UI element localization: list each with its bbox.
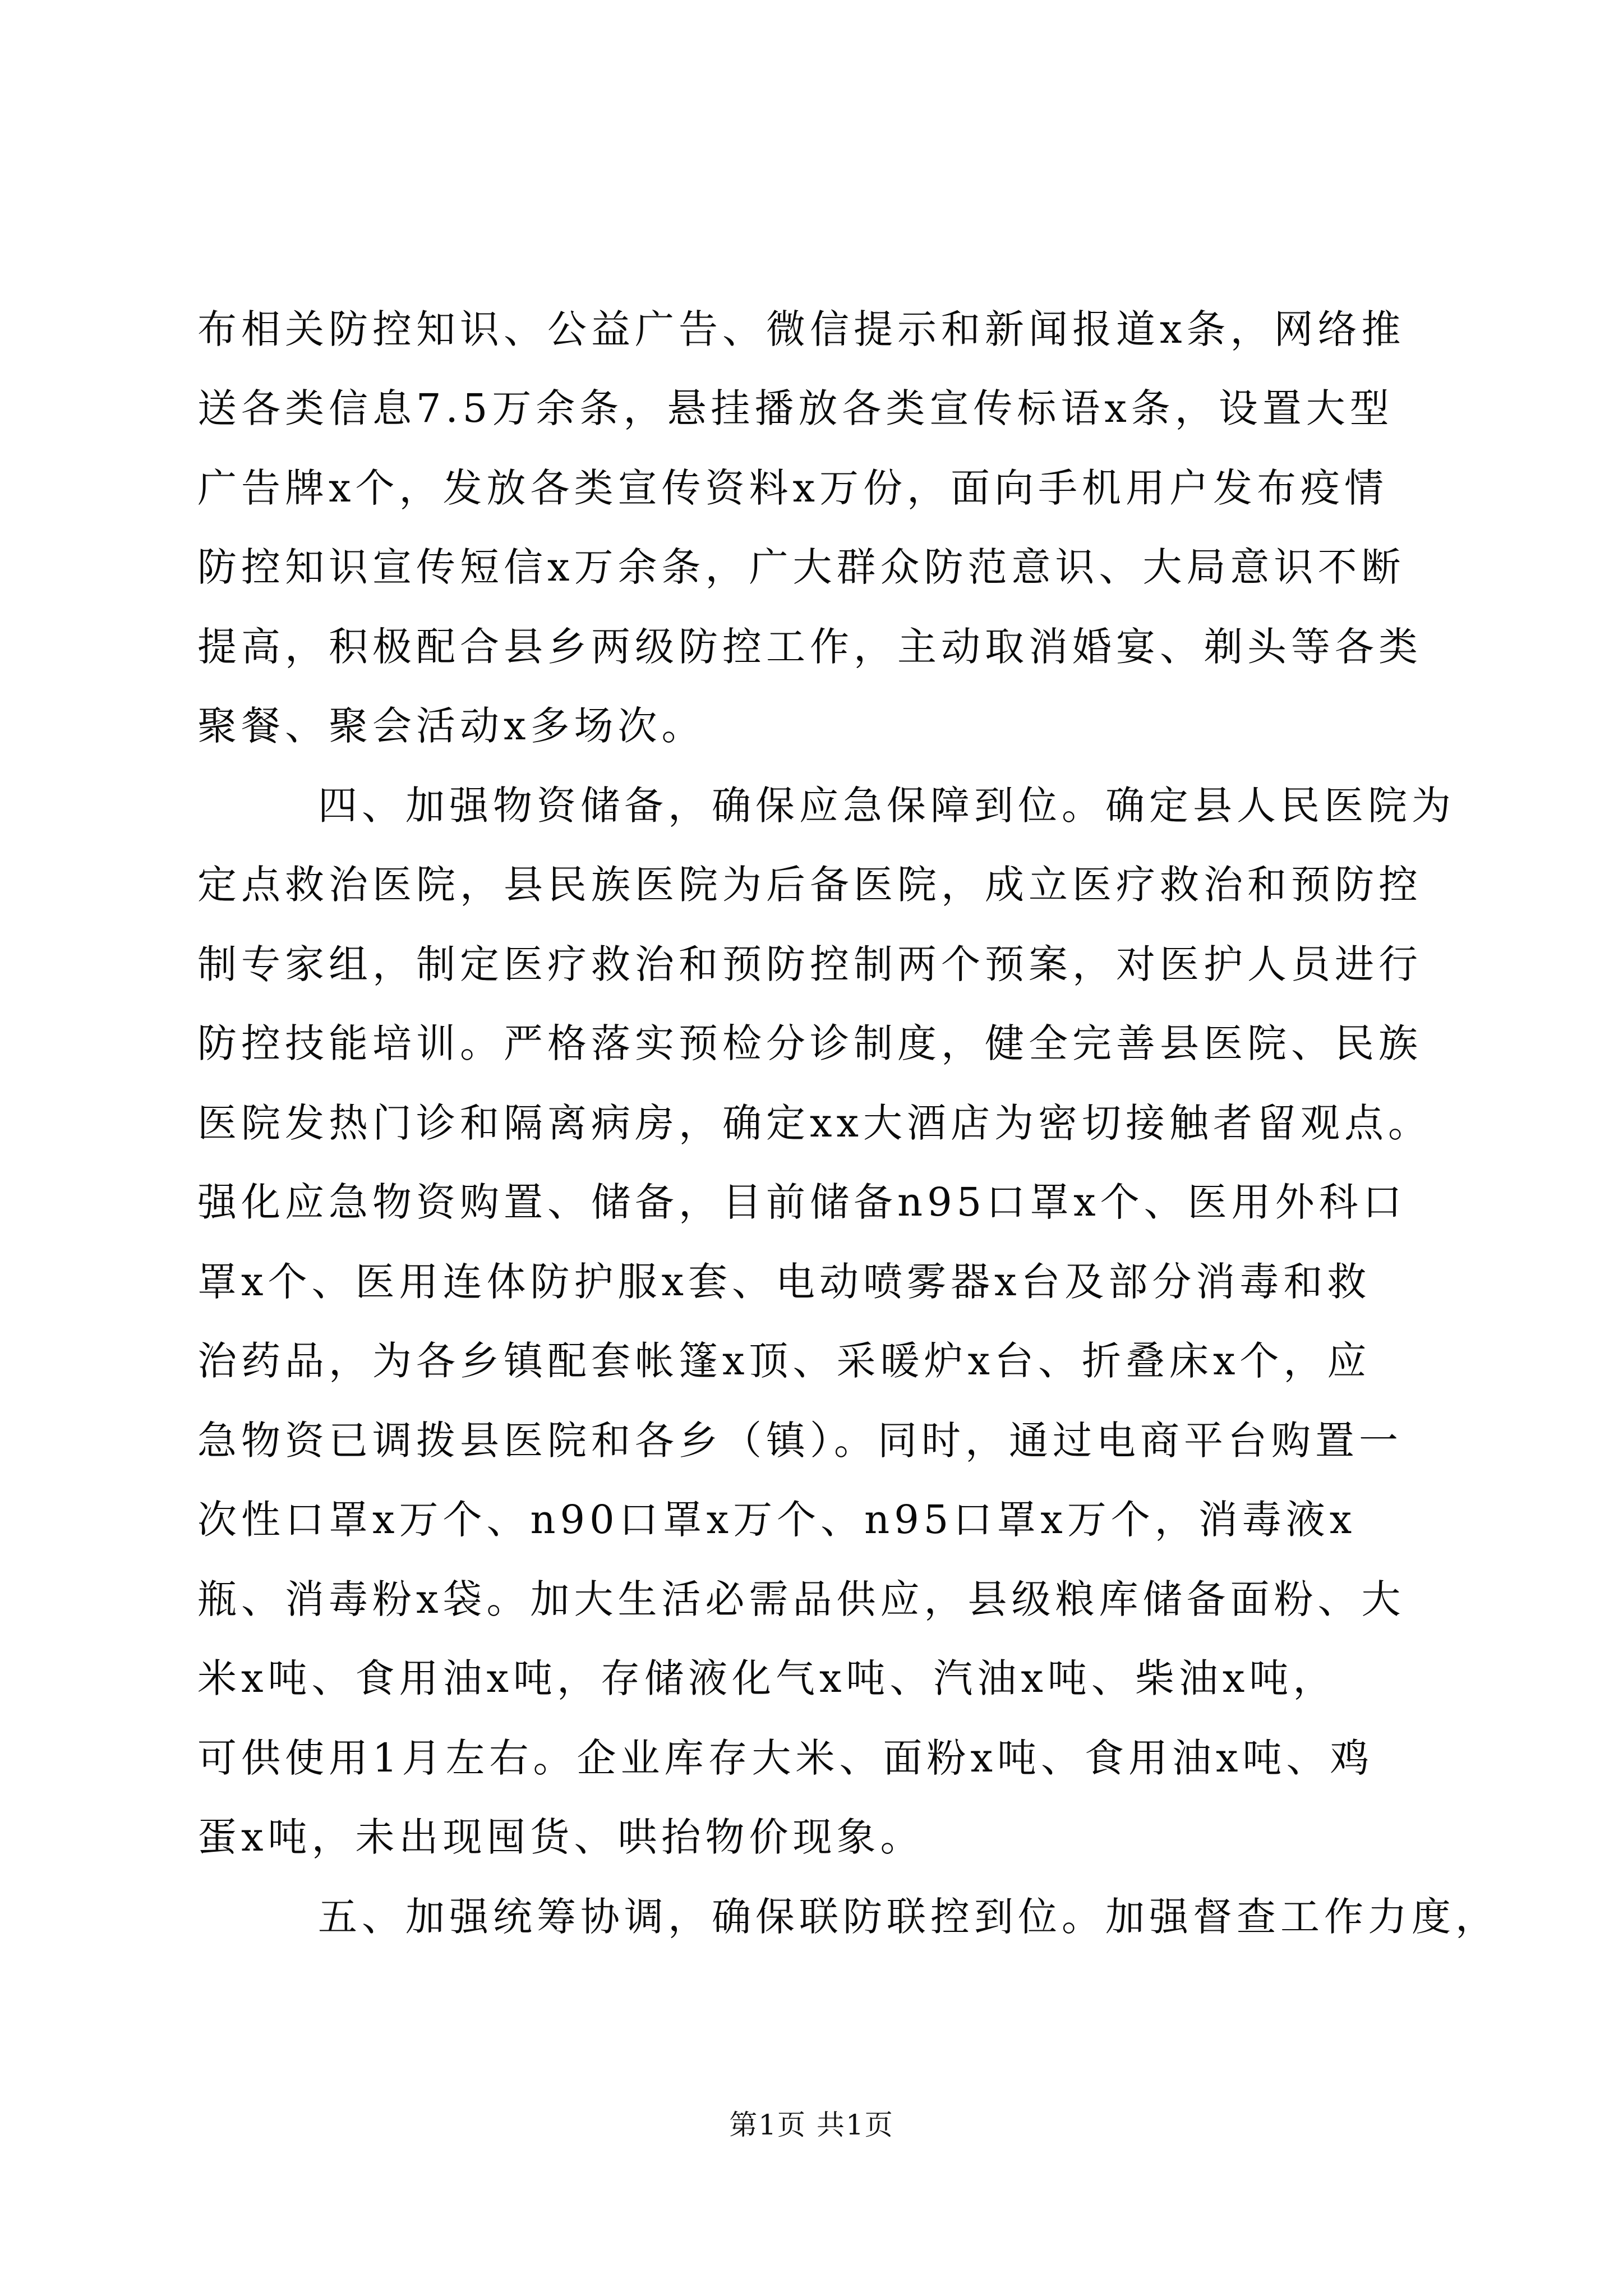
text-line-9: 制专家组，制定医疗救治和预防控制两个预案，对医护人员进行 bbox=[197, 941, 1422, 987]
section-four-heading-line: 四、加强物资储备，确保应急保障到位。确定县人民医院为 bbox=[318, 783, 1455, 829]
text-line-15: 急物资已调拨县医院和各乡（镇）。同时，通过电商平台购置一 bbox=[197, 1418, 1403, 1464]
text-line-8: 定点救治医院，县民族医院为后备医院，成立医疗救治和预防控 bbox=[197, 862, 1422, 908]
page-number-footer: 第1页 共1页 bbox=[729, 2109, 894, 2141]
text-line-3: 广告牌x个，发放各类宣传资料x万份，面向手机用户发布疫情 bbox=[197, 465, 1388, 511]
text-line-16: 次性口罩x万个、n90口罩x万个、n95口罩x万个，消毒液x bbox=[197, 1497, 1357, 1543]
text-line-13: 罩x个、医用连体防护服x套、电动喷雾器x台及部分消毒和救 bbox=[197, 1259, 1371, 1305]
text-line-17: 瓶、消毒粉x袋。加大生活必需品供应，县级粮库储备面粉、大 bbox=[197, 1576, 1405, 1622]
text-line-19: 可供使用1月左右。企业库存大米、面粉x吨、食用油x吨、鸡 bbox=[197, 1735, 1374, 1781]
text-line-4: 防控知识宣传短信x万余条，广大群众防范意识、大局意识不断 bbox=[197, 544, 1405, 590]
text-line-12: 强化应急物资购置、储备，目前储备n95口罩x个、医用外科口 bbox=[197, 1179, 1407, 1225]
text-line-20: 蛋x吨，未出现囤货、哄抬物价现象。 bbox=[197, 1814, 924, 1860]
text-line-6: 聚餐、聚会活动x多场次。 bbox=[197, 703, 706, 749]
text-line-5: 提高，积极配合县乡两级防控工作，主动取消婚宴、剃头等各类 bbox=[197, 624, 1422, 670]
text-line-10: 防控技能培训。严格落实预检分诊制度，健全完善县医院、民族 bbox=[197, 1020, 1422, 1066]
text-line-2: 送各类信息7.5万余条，悬挂播放各类宣传标语x条，设置大型 bbox=[197, 385, 1394, 431]
section-five-heading-line: 五、加强统筹协调，确保联防联控到位。加强督查工作力度， bbox=[318, 1894, 1499, 1940]
text-line-18: 米x吨、食用油x吨，存储液化气x吨、汽油x吨、柴油x吨， bbox=[197, 1655, 1337, 1701]
text-line-11: 医院发热门诊和隔离病房，确定xx大酒店为密切接触者留观点。 bbox=[197, 1100, 1432, 1146]
text-line-14: 治药品，为各乡镇配套帐篷x顶、采暖炉x台、折叠床x个，应 bbox=[197, 1338, 1371, 1384]
text-line-1: 布相关防控知识、公益广告、微信提示和新闻报道x条，网络推 bbox=[197, 306, 1405, 352]
